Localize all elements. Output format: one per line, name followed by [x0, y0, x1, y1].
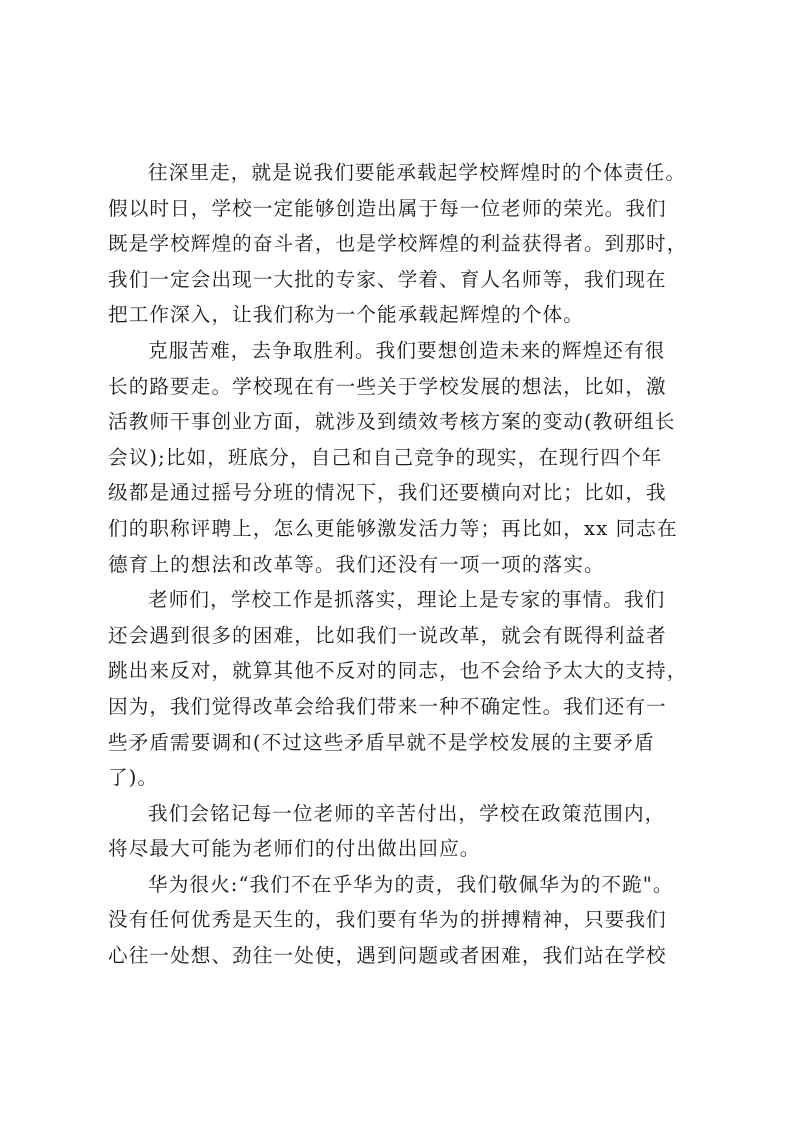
- document-body: [108, 155, 690, 974]
- paragraph-5: [108, 867, 690, 974]
- text-line: 华为很火:“我们不在乎华为的责，我们敬佩华为的不跪"。: [148, 872, 674, 896]
- paragraph-1: [108, 155, 690, 333]
- text-line: 将尽最大可能为老师们的付出做出回应。: [108, 837, 481, 861]
- text-line: 些矛盾需要调和(不过这些矛盾早就不是学校发展的主要矛盾: [108, 730, 655, 754]
- text-line: 既是学校辉煌的奋斗者，也是学校辉煌的利益获得者。到那时，: [108, 232, 688, 256]
- text-line: 把工作深入，让我们称为一个能承载起辉煌的个体。: [108, 303, 584, 327]
- text-line: 往深里走，就是说我们要能承载起学校辉煌时的个体责任。: [148, 161, 687, 184]
- text-line: 我们一定会出现一大批的专家、学着、育人名师等，我们现在: [108, 267, 667, 291]
- text-line: 心往一处想、劲往一处使，遇到问题或者困难，我们站在学校: [108, 944, 667, 968]
- text-line: 会议);比如，班底分，自己和自己竞争的现实，在现行四个年: [108, 445, 663, 469]
- text-line: 假以时日，学校一定能够创造出属于每一位老师的荣光。我们: [108, 196, 667, 220]
- text-line: 克服苦难，去争取胜利。我们要想创造未来的辉煌还有很: [148, 338, 666, 362]
- paragraph-2: [108, 333, 690, 582]
- text-line: 活教师干事创业方面，就涉及到绩效考核方案的变动(教研组长: [108, 410, 676, 434]
- paragraph-4: [108, 796, 690, 867]
- text-line: 因为，我们觉得改革会给我们带来一种不确定性。我们还有一: [108, 694, 667, 718]
- text-line: 我们会铭记每一位老师的辛苦付出，学校在政策范围内，: [148, 801, 666, 825]
- text-line: 跳出来反对，就算其他不反对的同志，也不会给予太大的支持，: [108, 659, 688, 683]
- text-line: 了)。: [108, 766, 159, 790]
- text-line: 们的职称评聘上，怎么更能够激发活力等；再比如，xx 同志在: [108, 516, 678, 540]
- text-line: 德育上的想法和改革等。我们还没有一项一项的落实。: [108, 552, 605, 576]
- text-line: 老师们，学校工作是抓落实，理论上是专家的事情。我们: [148, 588, 666, 612]
- paragraph-3: [108, 582, 690, 796]
- text-line: 级都是通过摇号分班的情况下，我们还要横向对比；比如，我: [108, 481, 667, 505]
- text-line: 长的路要走。学校现在有一些关于学校发展的想法，比如，激: [108, 374, 667, 398]
- text-line: 还会遇到很多的困难，比如我们一说改革，就会有既得利益者: [108, 623, 667, 647]
- text-line: 没有任何优秀是天生的，我们要有华为的拼搏精神，只要我们: [108, 908, 667, 932]
